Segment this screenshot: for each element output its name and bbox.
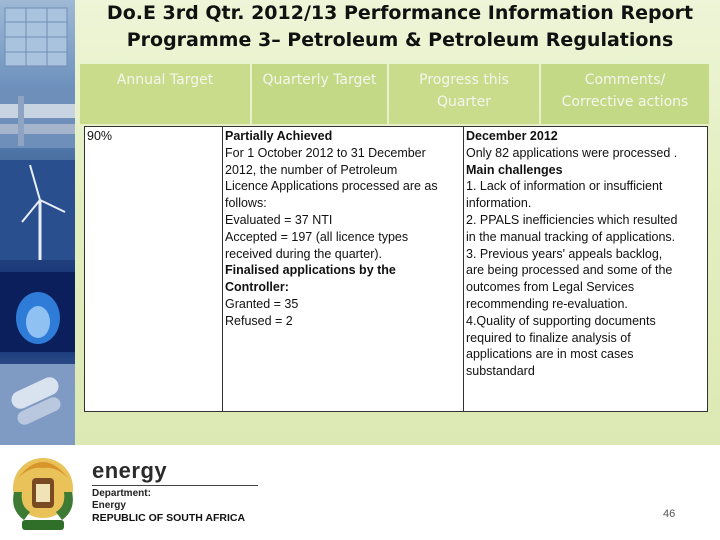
text-line: are being processed and some of the [466,263,673,278]
text-line: follows: [225,196,267,211]
progress-cell [223,127,464,411]
text-line: Granted = 35 [225,296,299,311]
page-title [80,0,720,54]
text-line: Refused = 2 [225,313,293,328]
department-name: Energy [92,500,126,511]
annual-target-cell: 90% [85,127,223,411]
text-line: 1. Lack of information or insufficient [466,179,663,194]
gas-flame-icon [0,272,75,352]
text-line: 2012, the number of Petroleum [225,162,398,177]
wind-turbine-icon [0,160,75,260]
header-quarterly-target: Quarterly Target [252,64,387,124]
text-line: 4.Quality of supporting documents [466,313,656,328]
text-line: Partially Achieved [225,129,333,143]
text-line: recommending re-evaluation. [466,296,628,311]
coat-of-arms-icon [6,448,80,536]
text-line: Controller: [225,280,289,295]
text-line: 3. Previous years' appeals backlog, [466,246,663,261]
text-line: For 1 October 2012 to 31 December [225,145,426,160]
text-line: December 2012 [466,129,558,143]
header-annual-target: Annual Target [80,64,250,124]
text-line: substandard [466,364,535,379]
comments-cell [464,127,707,411]
text-line: Main challenges [466,162,563,177]
side-image-strip [0,0,75,445]
text-line: applications are in most cases [466,347,634,362]
text-line: required to finalize analysis of [466,330,631,345]
performance-table [84,126,708,412]
text-line: Only 82 applications were processed . [466,145,678,160]
department-label: Department: [92,488,151,499]
header-comments: Comments/ Corrective actions [541,64,709,124]
text-line: Accepted = 197 (all licence types [225,229,409,244]
text-line: Evaluated = 37 NTI [225,212,333,227]
header-progress: Progress this Quarter [389,64,539,124]
text-line: outcomes from Legal Services [466,280,635,295]
page-number: 46 [663,508,676,520]
text-line: Licence Applications processed are as [225,179,438,194]
title-line-1: Do.E 3rd Qtr. 2012/13 Performance Information Report [106,2,694,24]
logo-divider [92,485,258,486]
text-line: 2. PPALS inefficiencies which resulted [466,212,678,227]
republic-label: REPUBLIC OF SOUTH AFRICA [92,512,246,524]
pipeline-icon [0,88,75,148]
text-line: in the manual tracking of applications. [466,229,676,244]
text-line: Finalised applications by the [225,263,396,278]
fuel-rod-icon [0,364,75,445]
energy-logo-word: energy [92,458,168,483]
title-line-2: Programme 3– Petroleum & Petroleum Regulations [126,29,674,51]
solar-panel-icon [5,8,67,66]
text-line: information. [466,196,532,211]
text-line: received during the quarter). [225,246,383,261]
